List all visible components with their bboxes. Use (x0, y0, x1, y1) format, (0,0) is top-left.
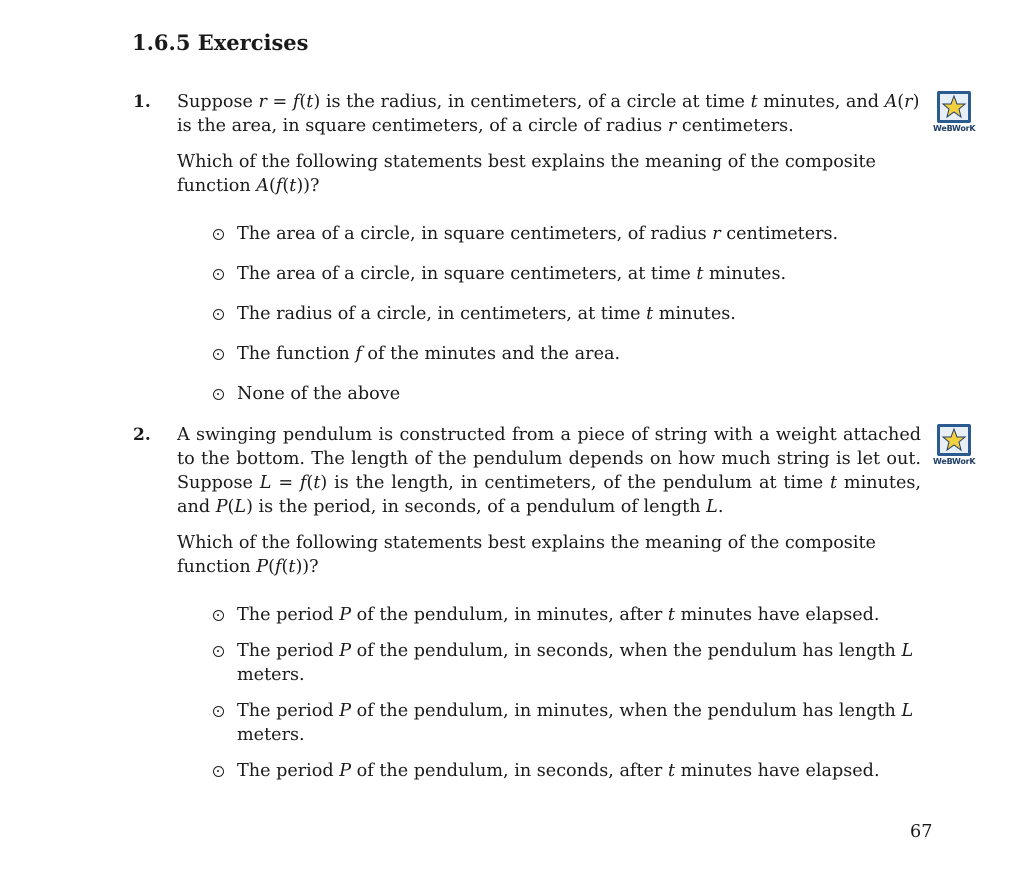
text-run: ) is the length, in centimeters, of the pendulum at time (320, 473, 830, 493)
text-run: ( (268, 557, 275, 577)
exercise-body (177, 90, 933, 406)
choice-option[interactable] (211, 382, 933, 406)
text-run: The period (237, 605, 340, 625)
math-variable: L (234, 497, 247, 517)
math-variable: A (884, 92, 898, 112)
exercise-statement (177, 90, 921, 138)
text-run: . (717, 497, 724, 517)
text-run: The area of a circle, in square centimeters, of radius (237, 224, 713, 244)
text-run: = (266, 92, 293, 112)
webwork-link[interactable] (933, 423, 975, 466)
choice-option[interactable] (211, 302, 933, 326)
exercise-question (177, 150, 933, 198)
text-run: A swinging pendulum is constructed from a piece of string with a weight attached to the bottom. The length of the pendulum depends on how much string is let out. Suppose (177, 425, 921, 493)
text-run: ( (227, 497, 235, 517)
exercise-number: 1. (133, 92, 151, 112)
text-run: ( (268, 176, 276, 196)
choice-option[interactable] (211, 603, 933, 627)
text-run: ))? (296, 176, 320, 196)
math-variable: f (275, 176, 283, 196)
text-run: Which of the following statements best explains the meaning of the composite function (177, 152, 876, 196)
choice-option[interactable] (211, 699, 933, 747)
text-run: The period (237, 761, 340, 781)
choice-label (237, 761, 880, 781)
math-variable: f (299, 473, 307, 493)
text-run: of the pendulum, in seconds, after (351, 761, 668, 781)
math-variable: L (901, 701, 914, 721)
exercise-body (177, 423, 933, 783)
text-run: of the pendulum, in seconds, when the pendulum has length (351, 641, 902, 661)
choice-option[interactable] (211, 222, 933, 246)
text-run: The radius of a circle, in centimeters, at time (237, 304, 647, 324)
text-run: ) is the period, in seconds, of a pendulum of length (246, 497, 707, 517)
text-run: ))? (295, 557, 319, 577)
text-run: ( (281, 557, 289, 577)
text-run: centimeters. (676, 116, 794, 136)
math-variable: r (712, 224, 721, 244)
text-run: meters. (237, 725, 305, 745)
text-run: ) is the area, in square centimeters, of a circle of radius (177, 92, 920, 136)
choice-option[interactable] (211, 342, 933, 366)
math-variable: r (258, 92, 267, 112)
text-run: Suppose (177, 92, 259, 112)
choice-label (237, 264, 786, 284)
text-run: ( (306, 473, 314, 493)
choice-option[interactable] (211, 262, 933, 286)
math-variable: L (706, 497, 718, 517)
choice-label (237, 224, 838, 244)
math-variable: f (355, 344, 362, 364)
math-variable: t (306, 92, 314, 112)
choice-label (237, 701, 913, 745)
choice-label (237, 344, 620, 364)
radio-button[interactable] (213, 706, 224, 717)
exercise-number: 2. (133, 425, 151, 445)
text-run: ( (299, 92, 307, 112)
radio-button[interactable] (213, 389, 224, 400)
radio-button[interactable] (213, 766, 224, 777)
text-run: The period (237, 641, 340, 661)
webwork-label: WeBWorK (933, 457, 976, 466)
exercise-statement (177, 423, 921, 519)
choice-label (237, 304, 736, 324)
choice-option[interactable] (211, 639, 933, 687)
exercise-question (177, 531, 933, 579)
choice-label (237, 384, 400, 404)
math-variable: P (215, 497, 228, 517)
text-run: None of the above (237, 384, 401, 404)
webwork-logo-icon (936, 423, 972, 457)
text-run: of the pendulum, in minutes, when the pendulum has length (351, 701, 902, 721)
math-variable: P (256, 557, 269, 577)
math-variable: t (667, 605, 675, 625)
choice-list (177, 222, 933, 406)
math-variable: t (646, 304, 654, 324)
webwork-link[interactable] (933, 90, 975, 133)
math-variable: f (274, 557, 282, 577)
text-run: minutes. (653, 304, 736, 324)
text-run: The period (237, 701, 340, 721)
radio-button[interactable] (213, 309, 224, 320)
math-variable: t (313, 473, 321, 493)
choice-label (237, 641, 913, 685)
text-run: minutes have elapsed. (675, 761, 880, 781)
math-variable: A (256, 176, 269, 196)
math-variable: P (339, 761, 352, 781)
math-variable: L (259, 473, 272, 493)
radio-button[interactable] (213, 610, 224, 621)
math-variable: L (901, 641, 914, 661)
math-variable: P (339, 701, 352, 721)
choice-option[interactable] (211, 759, 933, 783)
math-variable: P (339, 641, 352, 661)
text-run: minutes. (703, 264, 787, 284)
text-run: minutes, and (177, 473, 921, 517)
math-variable: r (667, 116, 677, 136)
text-run: Which of the following statements best explains the meaning of the composite function (177, 533, 876, 577)
choice-label (237, 605, 880, 625)
page-number: 67 (910, 822, 933, 842)
radio-button[interactable] (213, 229, 224, 240)
math-variable: t (667, 761, 676, 781)
text-run: ( (897, 92, 905, 112)
text-run: = (271, 473, 300, 493)
math-variable: t (830, 473, 838, 493)
radio-button[interactable] (213, 269, 224, 280)
text-run: ) is the radius, in centimeters, of a circle at time (313, 92, 751, 112)
math-variable: t (288, 557, 296, 577)
text-run: meters. (237, 665, 305, 685)
math-variable: P (339, 605, 352, 625)
choice-list (177, 603, 933, 783)
math-variable: f (292, 92, 300, 112)
webwork-label: WeBWorK (933, 124, 976, 133)
text-run: of the minutes and the area. (361, 344, 621, 364)
math-variable: t (696, 264, 704, 284)
webwork-logo-icon (936, 90, 972, 124)
text-run: The area of a circle, in square centimeters, at time (237, 264, 697, 284)
radio-button[interactable] (213, 349, 224, 360)
math-variable: t (289, 176, 297, 196)
text-run: minutes, and (757, 92, 885, 112)
text-run: ( (282, 176, 290, 196)
math-variable: t (750, 92, 758, 112)
section-title: 1.6.5 Exercises (132, 30, 309, 55)
text-run: minutes have elapsed. (674, 605, 880, 625)
math-variable: r (904, 92, 913, 112)
radio-button[interactable] (213, 646, 224, 657)
text-run: The function (237, 344, 356, 364)
text-run: centimeters. (720, 224, 839, 244)
text-run: of the pendulum, in minutes, after (351, 605, 668, 625)
